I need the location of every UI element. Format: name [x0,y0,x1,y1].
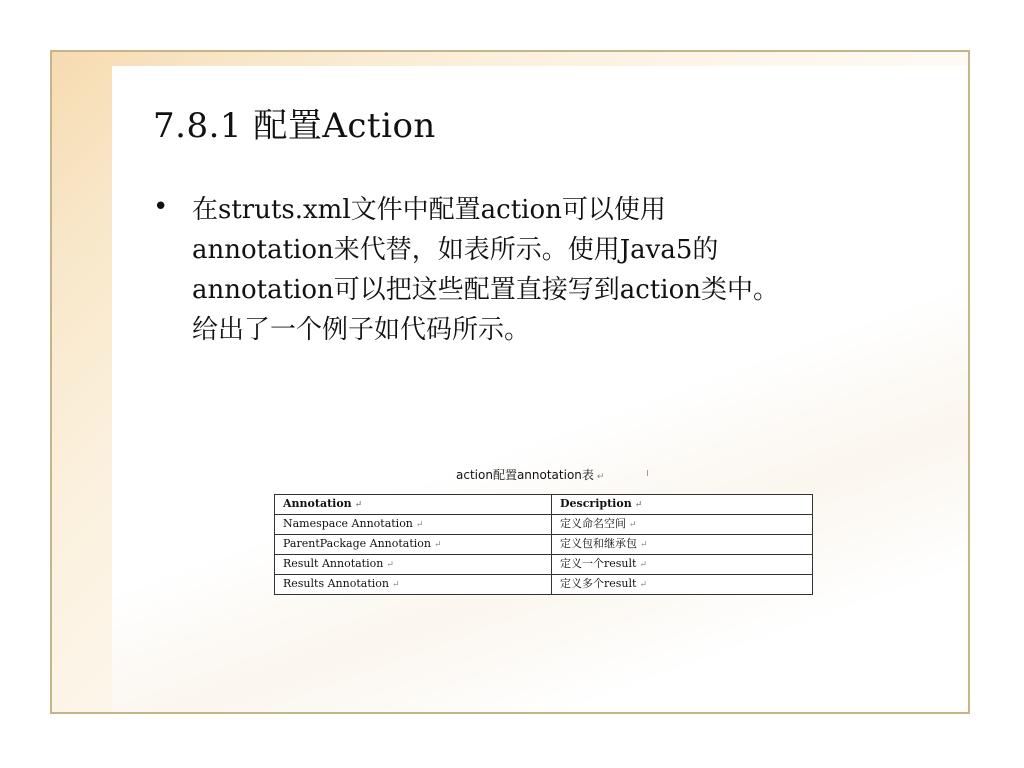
paragraph-mark-icon: ↵ [386,560,394,570]
bullet-text-line: 给出了一个例子如代码所示。 [192,315,531,345]
table-cell: 定义多个result ↵ [552,575,813,595]
bullet-icon: • [153,192,169,222]
bullet-text [192,190,953,350]
table-cell: Namespace Annotation ↵ [275,515,552,535]
table-row [275,535,813,555]
table-cell: Result Annotation ↵ [275,555,552,575]
annotation-table [274,494,813,595]
table-header-cell: Description ↵ [552,495,813,515]
table-header-row [275,495,813,515]
bullet-text-line: annotation来代替，如表所示。使用Java5的 [192,235,719,265]
paragraph-mark-icon: ↵ [596,472,605,482]
cursor-mark-icon: ı [646,466,650,479]
bullet-item [153,190,953,350]
paragraph-mark-icon: ↵ [391,580,400,590]
table-cell: 定义包和继承包 ↵ [552,535,813,555]
paragraph-mark-icon: ↵ [434,540,442,550]
paragraph-mark-icon: ↵ [639,560,647,570]
table-caption-text: action配置annotation表 [456,468,594,482]
paragraph-mark-icon: ↵ [354,500,363,510]
slide-content-area [112,66,968,712]
table-row [275,515,813,535]
paragraph-mark-icon: ↵ [634,500,643,510]
paragraph-mark-icon: ↵ [640,540,648,550]
paragraph-mark-icon: ↵ [629,520,637,530]
table-header-cell: Annotation ↵ [275,495,552,515]
paragraph-mark-icon: ↵ [415,520,424,530]
table-cell: ParentPackage Annotation ↵ [275,535,552,555]
slide-title: 7.8.1 配置Action [153,106,436,146]
table-cell: 定义命名空间 ↵ [552,515,813,535]
table-caption [456,466,604,483]
table-cell: Results Annotation ↵ [275,575,552,595]
bullet-text-line: 在struts.xml文件中配置action可以使用 [192,195,666,225]
paragraph-mark-icon: ↵ [639,580,647,590]
table-row [275,575,813,595]
table-row [275,555,813,575]
bullet-text-line: annotation可以把这些配置直接写到action类中。 [192,275,779,305]
table-cell: 定义一个result ↵ [552,555,813,575]
